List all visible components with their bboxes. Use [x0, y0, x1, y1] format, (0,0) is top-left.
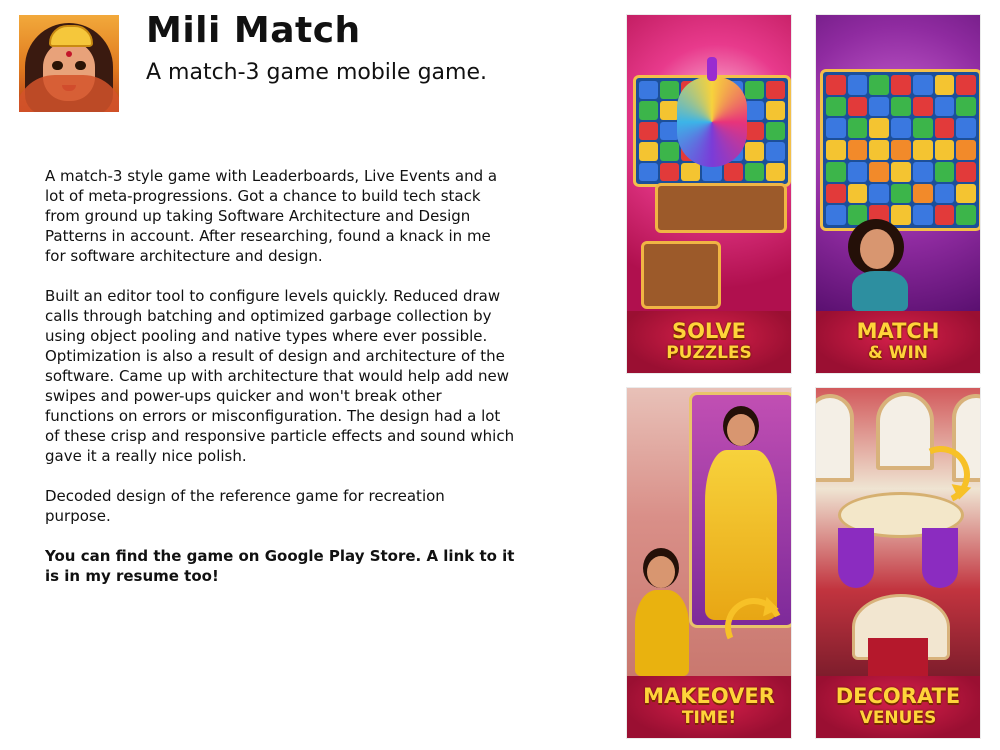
drape-left — [838, 528, 874, 588]
app-subtitle: A match-3 game mobile game. — [146, 60, 487, 85]
caption-line-1: MATCH — [856, 319, 940, 343]
character-girl — [838, 213, 928, 311]
store-note: You can find the game on Google Play Store. A link to it is in my resume too! — [45, 547, 515, 585]
window-left — [816, 394, 854, 482]
tile-tray — [641, 241, 721, 309]
project-description — [45, 166, 515, 606]
screenshot-makeover-time — [627, 388, 791, 738]
caption-line-2: PUZZLES — [666, 343, 752, 363]
spinning-top-icon — [677, 77, 747, 167]
app-icon — [19, 15, 119, 112]
dupatta — [19, 75, 119, 112]
caption-line-1: DECORATE — [835, 684, 961, 708]
venue-scene — [816, 388, 980, 676]
left-eye — [52, 61, 63, 70]
caption-banner — [816, 311, 980, 373]
caption-line-2: & WIN — [867, 343, 929, 363]
description-paragraph: A match-3 style game with Leaderboards, Live Events and a lot of meta-progressions. Got a chance to build tech stack from ground up taking Software Architecture and Design Patterns in account. After researching, found a knack in me for software architecture and design. — [45, 167, 498, 265]
tile-tray — [655, 183, 787, 233]
caption-banner — [816, 676, 980, 738]
caption-line-1: MAKEOVER — [643, 684, 775, 708]
match-scene — [816, 15, 980, 311]
caption-line-2: TIME! — [681, 708, 737, 728]
bindi — [66, 51, 72, 57]
gem-board — [820, 69, 980, 231]
caption-banner — [627, 311, 791, 373]
character-bride — [697, 402, 783, 622]
app-title: Mili Match — [146, 10, 361, 51]
screenshot-match-and-win — [816, 15, 980, 373]
makeover-scene — [627, 388, 791, 676]
right-eye — [75, 61, 86, 70]
caption-line-1: SOLVE — [671, 319, 747, 343]
puzzle-scene — [627, 15, 791, 311]
caption-line-2: VENUES — [859, 708, 937, 728]
crown-ornament — [49, 25, 93, 47]
screenshot-decorate-venues — [816, 388, 980, 738]
drape-right — [922, 528, 958, 588]
character-girl — [631, 548, 691, 676]
carpet — [868, 638, 928, 676]
description-paragraph: Built an editor tool to configure levels quickly. Reduced draw calls through batching and optimized garbage collection by using object pooling and native types where ever possible. Optimization is also a result of design and architecture of the software. Came up with architecture that would help add new swipes and power-ups quicker and won't break other functions on errors or misconfiguration. The design had a lot of these crisp and responsive particle effects and sound which gave it a really nice polish. — [45, 287, 515, 465]
description-paragraph: Decoded design of the reference game for recreation purpose. — [45, 487, 445, 525]
screenshot-solve-puzzles — [627, 15, 791, 373]
caption-banner — [627, 676, 791, 738]
